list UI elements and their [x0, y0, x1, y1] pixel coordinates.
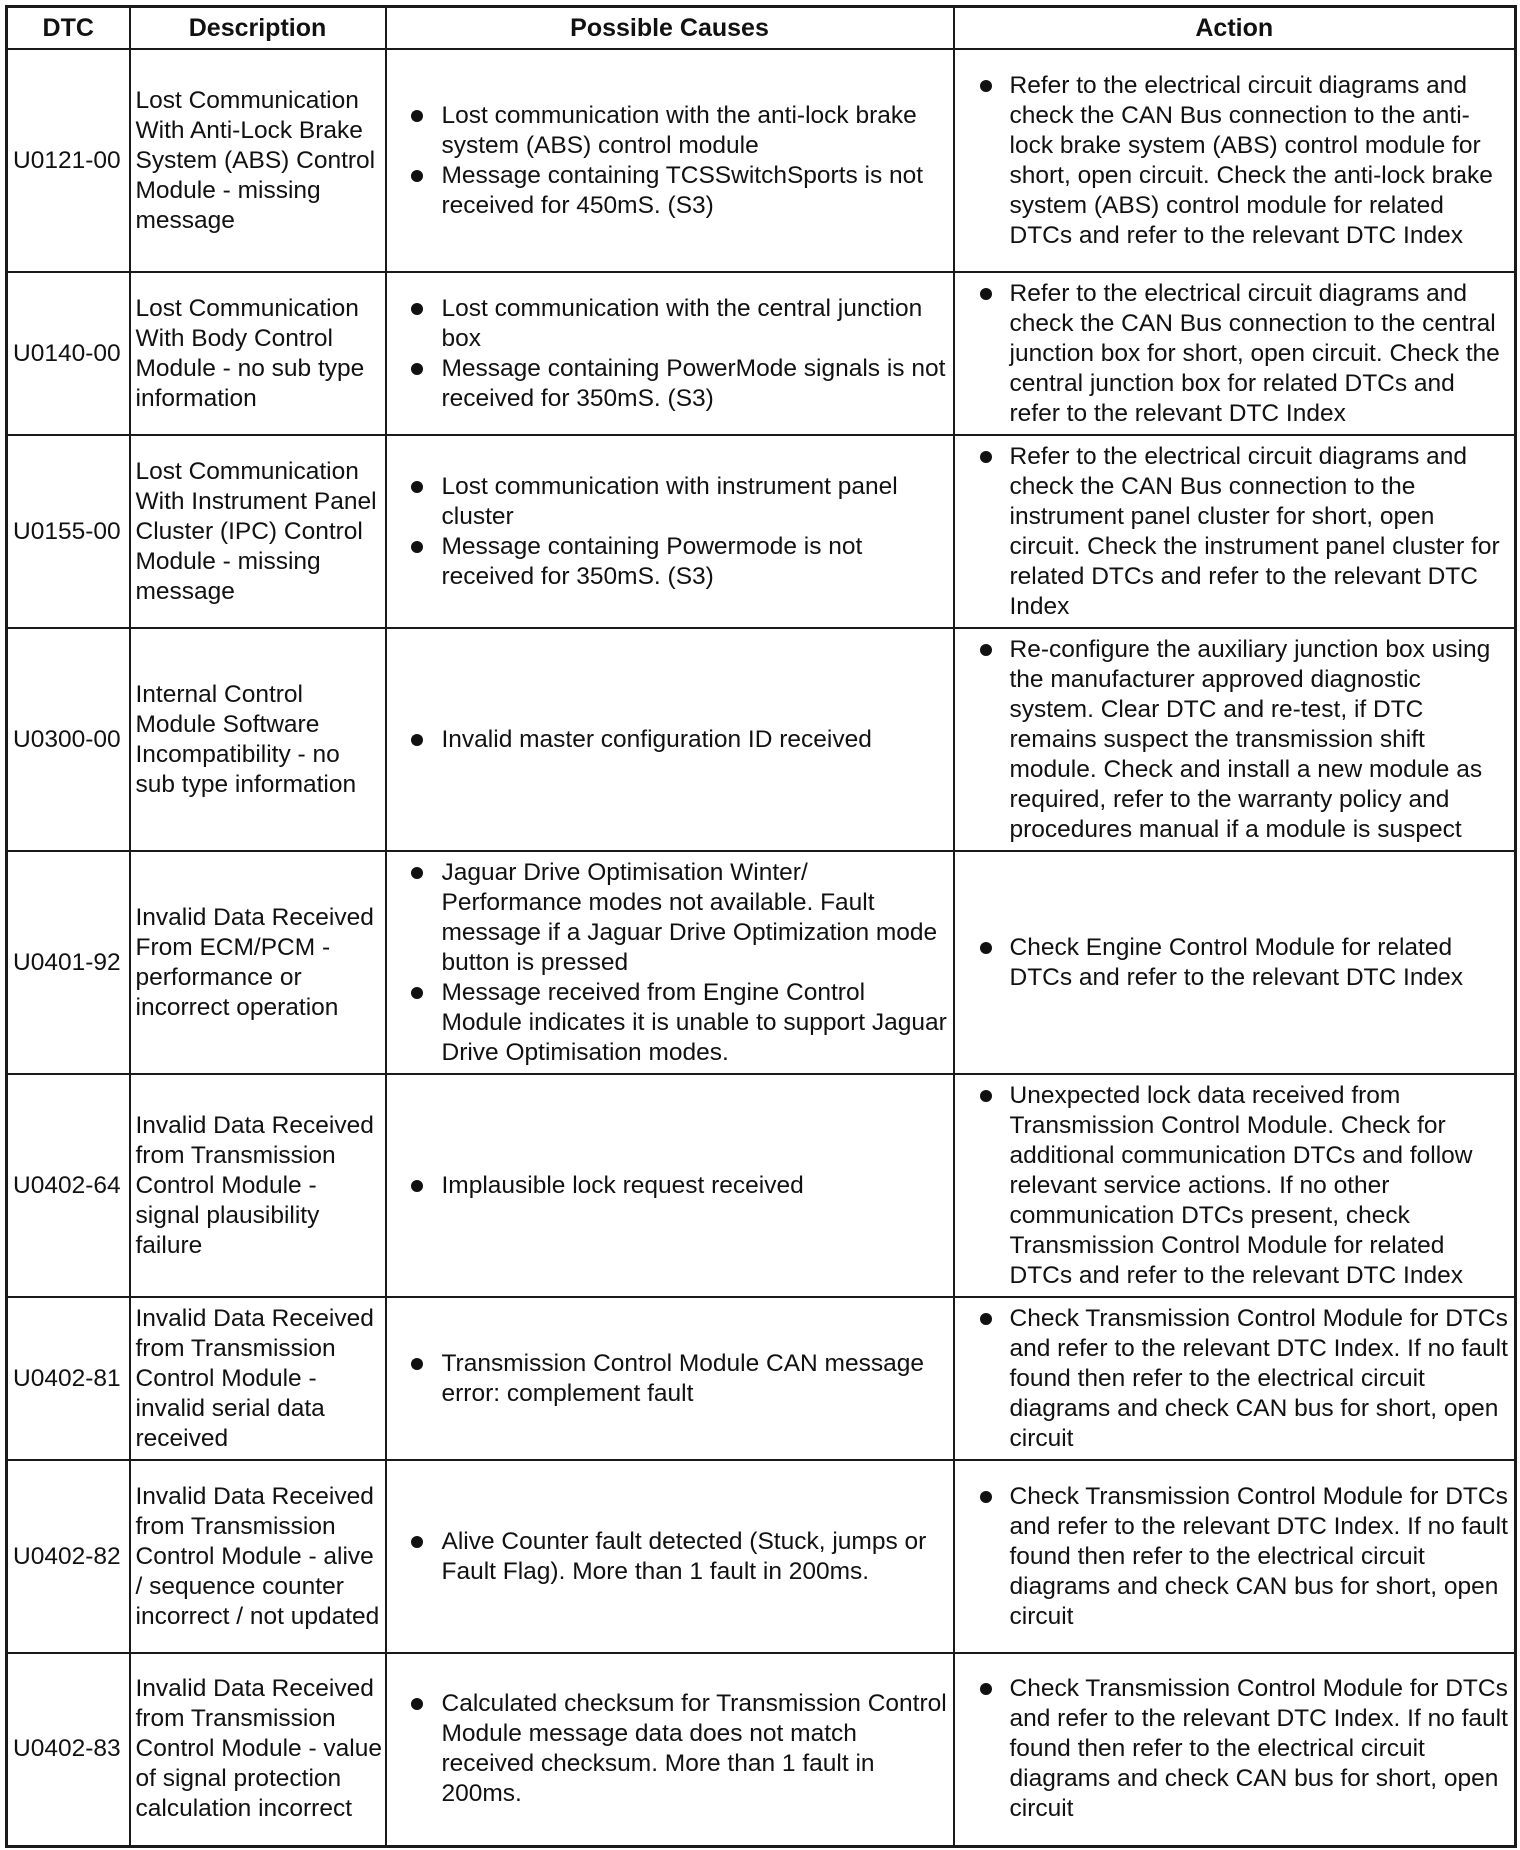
table-row: [7, 851, 1516, 1074]
action-list: [955, 1482, 1511, 1632]
bullet-icon: [980, 942, 992, 954]
possible-cause-text: Lost communication with the anti-lock brake system (ABS) control module: [441, 101, 917, 159]
action-cell: [954, 49, 1516, 272]
action-cell: [954, 628, 1516, 851]
bullet-icon: [980, 1491, 992, 1503]
action-item: [955, 933, 1511, 993]
action-text: Check Transmission Control Module for DTCs and refer to the relevant DTC Index. If no fault found then refer to the electrical circuit diagrams and check CAN bus for short, open circuit: [1009, 1482, 1508, 1630]
possible-cause-item: [387, 1527, 949, 1587]
bullet-icon: [411, 1358, 423, 1370]
dtc-code: U0401-92: [7, 851, 130, 1074]
action-text: Re-configure the auxiliary junction box using the manufacturer approved diagnostic system. Clear DTC and re-test, if DTC remains suspect the transmission shift module. Check and install a new module as required, refer to the warranty policy and procedures manual if a module is suspect: [1009, 635, 1491, 843]
action-list: [955, 1304, 1511, 1454]
possible-cause-item: [387, 532, 949, 592]
bullet-icon: [411, 1698, 423, 1710]
action-item: [955, 1304, 1511, 1454]
action-text: Check Engine Control Module for related DTCs and refer to the relevant DTC Index: [1009, 933, 1463, 991]
table-row: [7, 1297, 1516, 1460]
bullet-icon: [980, 644, 992, 656]
possible-cause-text: Implausible lock request received: [441, 1171, 804, 1199]
action-text: Refer to the electrical circuit diagrams and check the CAN Bus connection to the instrument panel cluster for short, open circuit. Check the instrument panel cluster for related DTCs and refer to the relevant DTC Index: [1009, 442, 1500, 620]
action-text: Refer to the electrical circuit diagrams and check the CAN Bus connection to the central junction box for short, open circuit. Check the central junction box for related DTCs and refer to the relevant DTC Index: [1009, 279, 1500, 427]
table-row: [7, 1074, 1516, 1297]
possible-cause-item: [387, 101, 949, 161]
table-row: [7, 1460, 1516, 1653]
dtc-code: U0140-00: [7, 272, 130, 435]
possible-cause-item: [387, 354, 949, 414]
bullet-icon: [980, 1090, 992, 1102]
table-row: [7, 628, 1516, 851]
possible-cause-text: Calculated checksum for Transmission Control Module message data does not match received checksum. More than 1 fault in 200ms.: [441, 1690, 947, 1808]
action-text: Refer to the electrical circuit diagrams and check the CAN Bus connection to the anti-lock brake system (ABS) control module for short, open circuit. Check the anti-lock brake system (ABS) control module for related DTCs and refer to the relevant DTC Index: [1009, 71, 1493, 249]
possible-cause-cell: [386, 435, 954, 628]
possible-cause-list: [387, 1689, 949, 1809]
bullet-icon: [411, 170, 423, 182]
possible-cause-item: [387, 725, 949, 755]
possible-cause-text: Jaguar Drive Optimisation Winter/ Performance modes not available. Fault message if a Jaguar Drive Optimization mode button is pressed: [441, 858, 938, 976]
table-row: [7, 1653, 1516, 1846]
possible-cause-item: [387, 978, 949, 1068]
dtc-table: [5, 5, 1517, 1848]
header-description: Description: [130, 7, 386, 50]
possible-cause-item: [387, 1689, 949, 1809]
dtc-code: U0402-81: [7, 1297, 130, 1460]
possible-cause-list: [387, 101, 949, 221]
dtc-description: Lost Communication With Body Control Module - no sub type information: [130, 272, 386, 435]
bullet-icon: [980, 288, 992, 300]
action-list: [955, 279, 1511, 429]
action-list: [955, 635, 1511, 845]
possible-cause-list: [387, 1527, 949, 1587]
bullet-icon: [411, 867, 423, 879]
possible-cause-text: Message containing Powermode is not received for 350mS. (S3): [441, 532, 863, 590]
possible-cause-list: [387, 472, 949, 592]
bullet-icon: [411, 303, 423, 315]
bullet-icon: [411, 734, 423, 746]
bullet-icon: [980, 1313, 992, 1325]
dtc-description: Invalid Data Received from Transmission Control Module - invalid serial data received: [130, 1297, 386, 1460]
action-list: [955, 71, 1511, 251]
dtc-description: Invalid Data Received from Transmission Control Module - signal plausibility failure: [130, 1074, 386, 1297]
action-cell: [954, 272, 1516, 435]
table-row: [7, 49, 1516, 272]
action-item: [955, 635, 1511, 845]
action-cell: [954, 1460, 1516, 1653]
bullet-icon: [411, 1536, 423, 1548]
possible-cause-text: Message containing TCSSwitchSports is not received for 450mS. (S3): [441, 161, 924, 219]
action-item: [955, 1081, 1511, 1291]
dtc-code: U0300-00: [7, 628, 130, 851]
bullet-icon: [411, 363, 423, 375]
bullet-icon: [980, 451, 992, 463]
possible-cause-list: [387, 858, 949, 1068]
action-list: [955, 933, 1511, 993]
dtc-code: U0402-64: [7, 1074, 130, 1297]
action-cell: [954, 1074, 1516, 1297]
action-list: [955, 442, 1511, 622]
dtc-description: Internal Control Module Software Incompatibility - no sub type information: [130, 628, 386, 851]
possible-cause-item: [387, 161, 949, 221]
bullet-icon: [980, 1683, 992, 1695]
possible-cause-cell: [386, 1460, 954, 1653]
possible-cause-text: Lost communication with the central junction box: [441, 294, 923, 352]
possible-cause-cell: [386, 628, 954, 851]
possible-cause-cell: [386, 272, 954, 435]
possible-cause-text: Transmission Control Module CAN message error: complement fault: [441, 1349, 924, 1407]
bullet-icon: [980, 80, 992, 92]
possible-cause-list: [387, 1349, 949, 1409]
bullet-icon: [411, 1180, 423, 1192]
action-list: [955, 1081, 1511, 1291]
possible-cause-text: Lost communication with instrument panel cluster: [441, 472, 898, 530]
dtc-code: U0155-00: [7, 435, 130, 628]
dtc-description: Invalid Data Received From ECM/PCM - performance or incorrect operation: [130, 851, 386, 1074]
action-text: Check Transmission Control Module for DTCs and refer to the relevant DTC Index. If no fault found then refer to the electrical circuit diagrams and check CAN bus for short, open circuit: [1009, 1675, 1508, 1823]
action-item: [955, 71, 1511, 251]
header-action: Action: [954, 7, 1516, 50]
dtc-description: Invalid Data Received from Transmission Control Module - value of signal protection calculation incorrect: [130, 1653, 386, 1846]
possible-cause-cell: [386, 851, 954, 1074]
table-body: [7, 49, 1516, 1846]
bullet-icon: [411, 987, 423, 999]
dtc-description: Invalid Data Received from Transmission Control Module - alive / sequence counter incorrect / not updated: [130, 1460, 386, 1653]
dtc-description: Lost Communication With Instrument Panel Cluster (IPC) Control Module - missing message: [130, 435, 386, 628]
possible-cause-text: Message received from Engine Control Module indicates it is unable to support Jaguar Drive Optimisation modes.: [441, 978, 947, 1066]
header-possible-causes: Possible Causes: [386, 7, 954, 50]
possible-cause-cell: [386, 1653, 954, 1846]
possible-cause-list: [387, 294, 949, 414]
action-item: [955, 1482, 1511, 1632]
possible-cause-list: [387, 1171, 949, 1201]
table-row: [7, 272, 1516, 435]
dtc-description: Lost Communication With Anti-Lock Brake System (ABS) Control Module - missing message: [130, 49, 386, 272]
possible-cause-item: [387, 472, 949, 532]
action-cell: [954, 1653, 1516, 1846]
bullet-icon: [411, 541, 423, 553]
action-list: [955, 1674, 1511, 1824]
possible-cause-cell: [386, 1297, 954, 1460]
header-dtc: DTC: [7, 7, 130, 50]
bullet-icon: [411, 110, 423, 122]
possible-cause-cell: [386, 49, 954, 272]
possible-cause-list: [387, 725, 949, 755]
action-cell: [954, 435, 1516, 628]
dtc-code: U0402-82: [7, 1460, 130, 1653]
action-item: [955, 1674, 1511, 1824]
bullet-icon: [411, 481, 423, 493]
possible-cause-text: Invalid master configuration ID received: [441, 725, 872, 753]
action-text: Check Transmission Control Module for DTCs and refer to the relevant DTC Index. If no fault found then refer to the electrical circuit diagrams and check CAN bus for short, open circuit: [1009, 1304, 1508, 1452]
possible-cause-text: Alive Counter fault detected (Stuck, jumps or Fault Flag). More than 1 fault in 200ms.: [441, 1527, 927, 1585]
action-cell: [954, 851, 1516, 1074]
table-header-row: [7, 7, 1516, 50]
possible-cause-item: [387, 1171, 949, 1201]
dtc-code: U0121-00: [7, 49, 130, 272]
possible-cause-cell: [386, 1074, 954, 1297]
action-text: Unexpected lock data received from Transmission Control Module. Check for additional communication DTCs and follow relevant service actions. If no other communication DTCs present, check Transmission Control Module for related DTCs and refer to the relevant DTC Index: [1009, 1081, 1473, 1289]
possible-cause-item: [387, 1349, 949, 1409]
possible-cause-item: [387, 294, 949, 354]
dtc-code: U0402-83: [7, 1653, 130, 1846]
action-item: [955, 442, 1511, 622]
table-row: [7, 435, 1516, 628]
action-cell: [954, 1297, 1516, 1460]
possible-cause-text: Message containing PowerMode signals is not received for 350mS. (S3): [441, 354, 946, 412]
possible-cause-item: [387, 858, 949, 978]
action-item: [955, 279, 1511, 429]
